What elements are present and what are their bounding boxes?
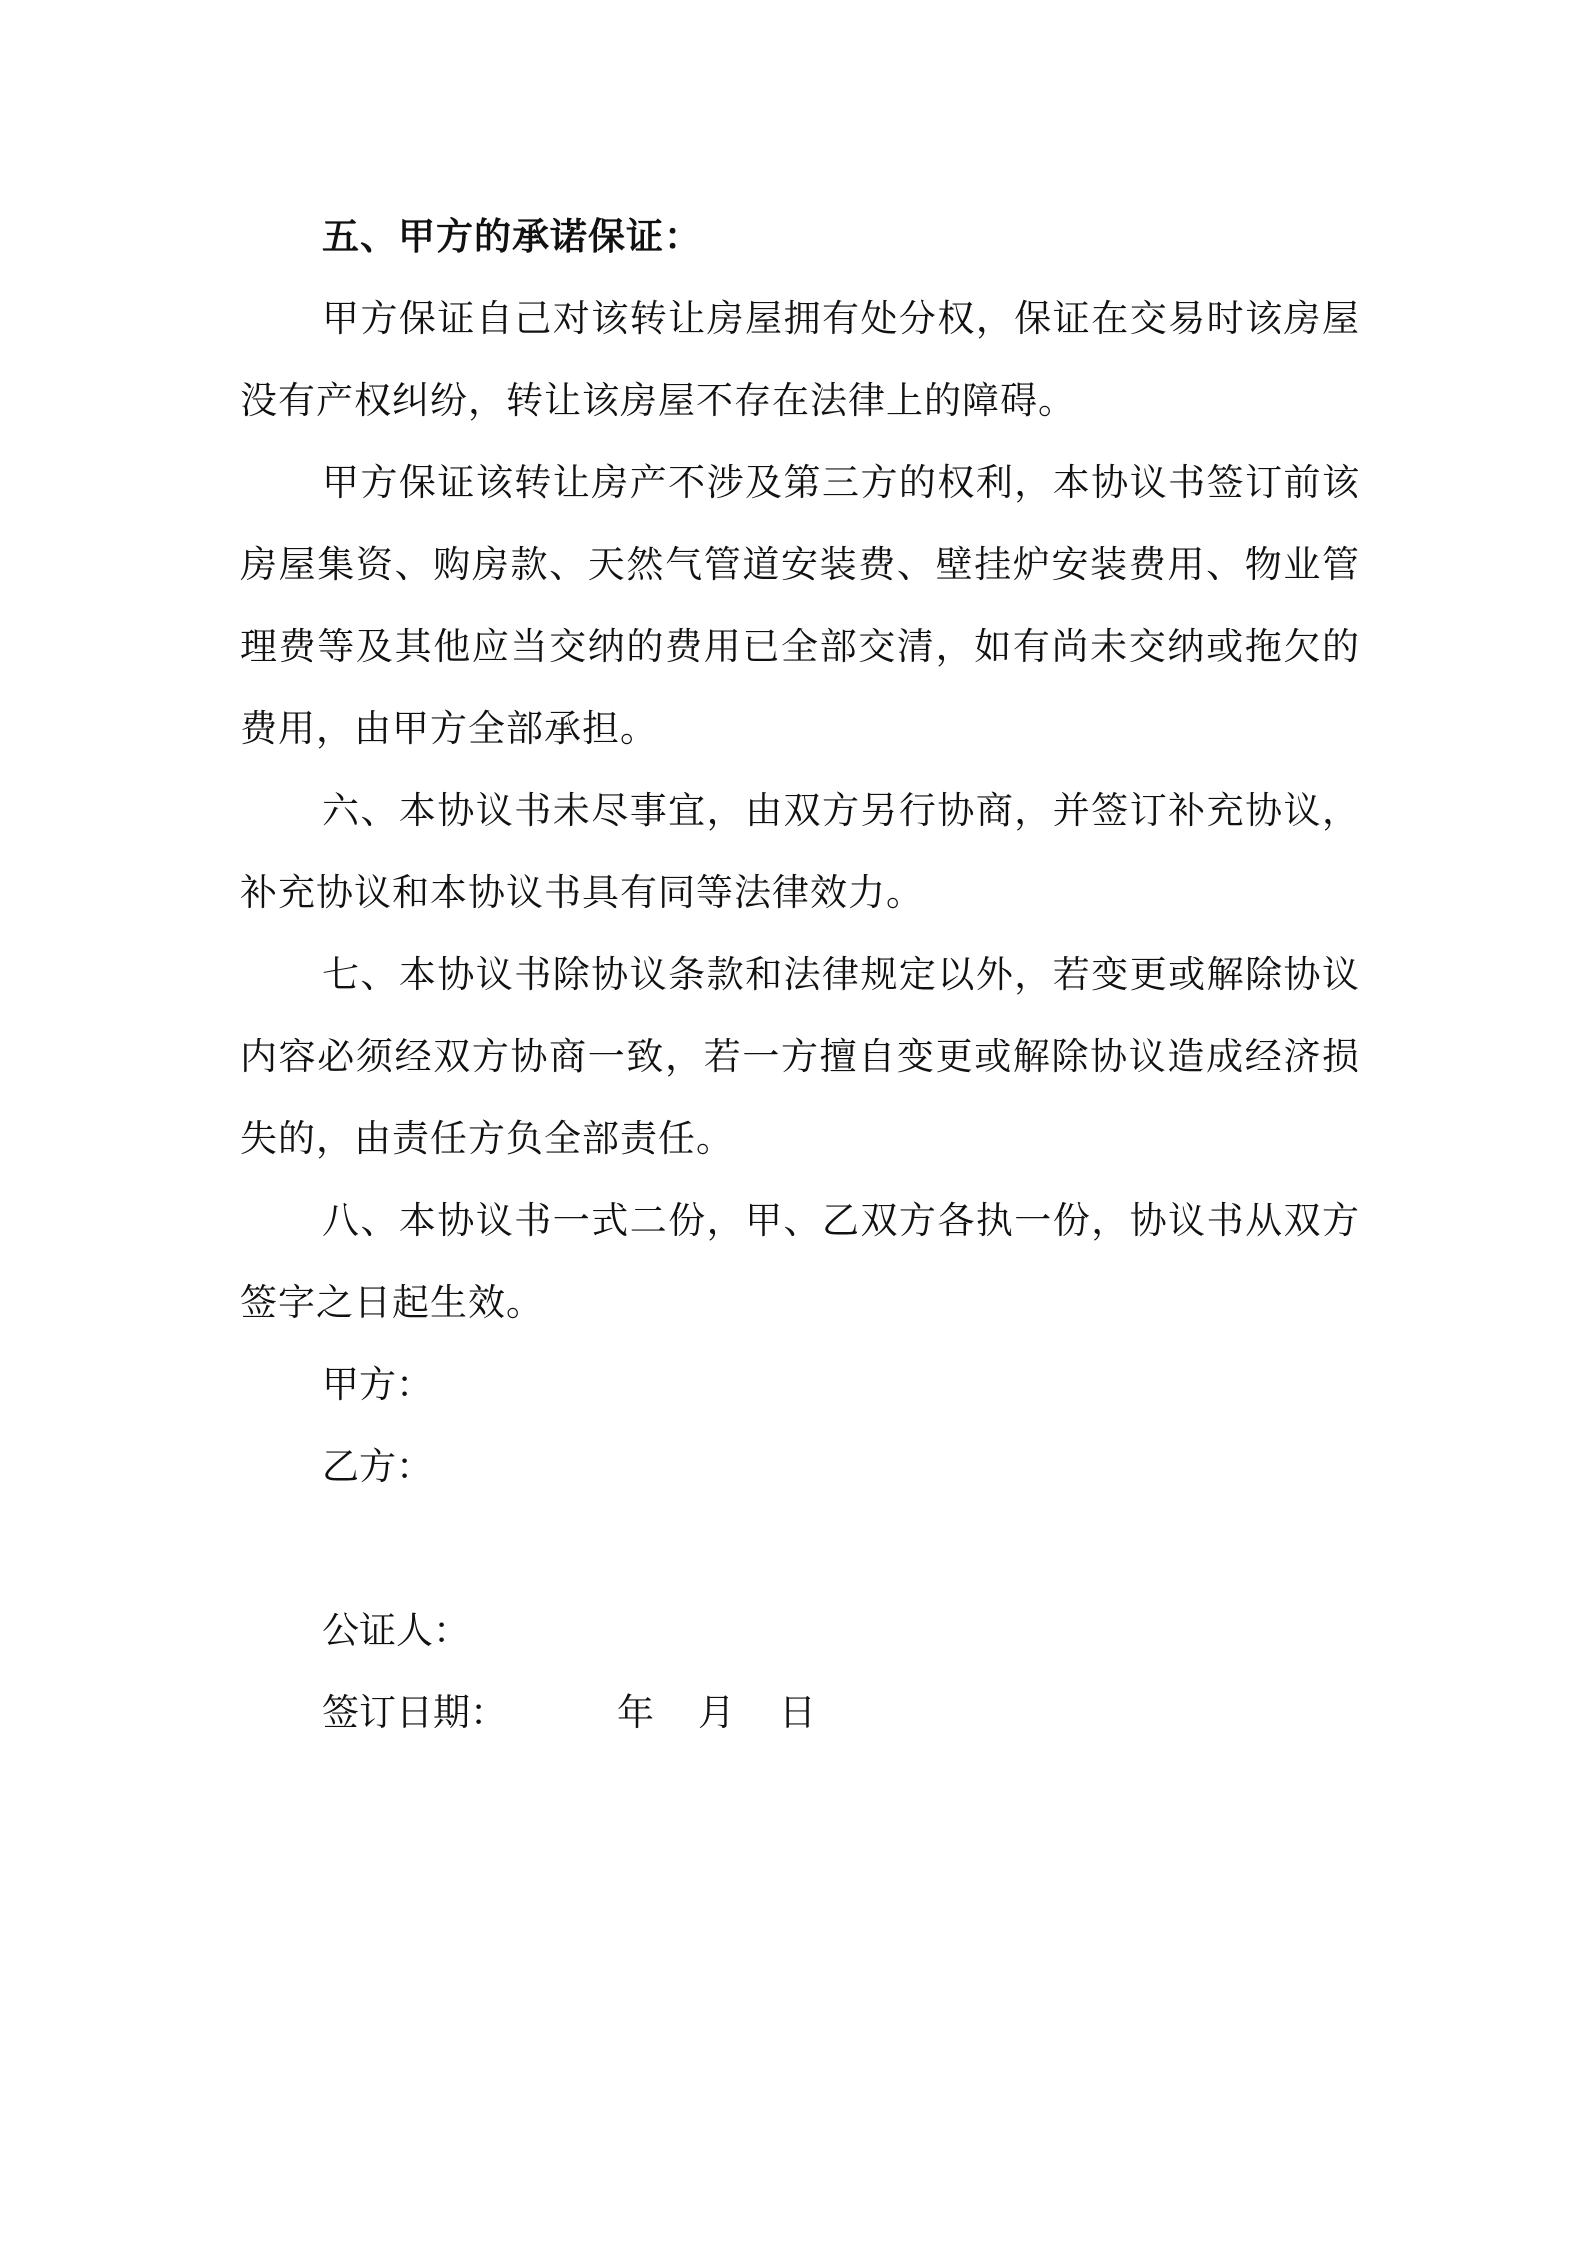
section-6-paragraph: 六、本协议书未尽事宜，由双方另行协商，并签订补充协议，补充协议和本协议书具有同等法律效力。 xyxy=(240,789,1360,914)
day-label: 日 xyxy=(779,1691,816,1734)
section-5-paragraph-2: 甲方保证该转让房产不涉及第三方的权利，本协议书签订前该房屋集资、购房款、天然气管道安装费、壁挂炉安装费用、物业管理费等及其他应当交纳的费用已全部交清，如有尚未交纳或拖欠的费用，由甲方全部承担。 xyxy=(240,461,1360,750)
year-label: 年 xyxy=(617,1691,654,1734)
signature-block xyxy=(240,1344,1360,1754)
document-body xyxy=(240,196,1360,1754)
section-7-paragraph: 七、本协议书除协议条款和法律规定以外，若变更或解除协议内容必须经双方协商一致，若一方擅自变更或解除协议造成经济损失的，由责任方负全部责任。 xyxy=(240,953,1360,1160)
signature-spacer xyxy=(240,1508,1360,1590)
section-8-paragraph: 八、本协议书一式二份，甲、乙双方各执一份，协议书从双方签字之日起生效。 xyxy=(240,1199,1360,1324)
party-b-label: 乙方： xyxy=(322,1445,433,1488)
section-5-paragraph-1: 甲方保证自己对该转让房屋拥有处分权，保证在交易时该房屋没有产权纠纷，转让该房屋不存在法律上的障碍。 xyxy=(240,297,1360,422)
notary-label: 公证人： xyxy=(322,1609,470,1652)
sign-date-label: 签订日期： xyxy=(322,1691,507,1734)
month-label: 月 xyxy=(698,1691,735,1734)
party-a-label: 甲方： xyxy=(322,1363,433,1406)
section-5-heading: 五、甲方的承诺保证： xyxy=(322,215,702,258)
sign-date-line xyxy=(240,1672,1360,1754)
